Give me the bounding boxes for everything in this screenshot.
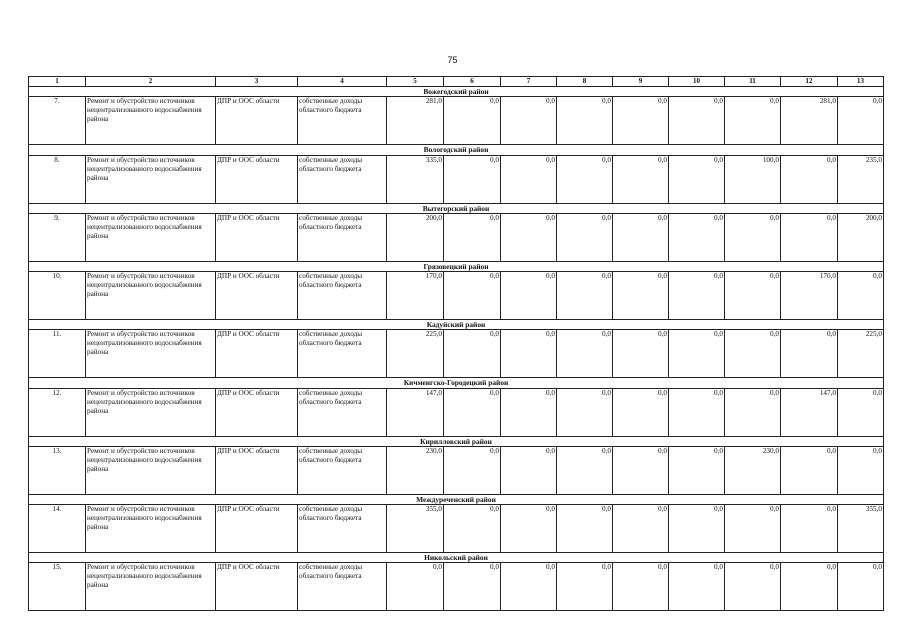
value-cell: 0,0: [669, 446, 725, 494]
column-header: 11: [725, 77, 781, 87]
column-header: 1: [29, 77, 86, 87]
column-header: 4: [298, 77, 387, 87]
district-name: Междуреченский район: [29, 494, 884, 504]
funding-source: собственные доходы областного бюджета: [298, 155, 387, 203]
value-cell: 0,0: [557, 97, 613, 145]
value-cell: 0,0: [444, 97, 501, 145]
value-cell: 281,0: [387, 97, 444, 145]
table-row: [29, 505, 884, 553]
value-cell: 0,0: [725, 97, 781, 145]
value-cell: 0,0: [613, 563, 669, 611]
value-cell: 0,0: [838, 563, 884, 611]
funding-source: собственные доходы областного бюджета: [298, 213, 387, 261]
page-number: 75: [447, 55, 458, 65]
row-index: 10.: [29, 272, 86, 320]
column-header: 10: [669, 77, 725, 87]
funding-source: собственные доходы областного бюджета: [298, 505, 387, 553]
district-name: Кичменгско-Городецкий район: [29, 378, 884, 388]
value-cell: 0,0: [557, 446, 613, 494]
value-cell: 0,0: [725, 272, 781, 320]
executor: ДПР и ООС области: [216, 446, 298, 494]
district-header-row: [29, 87, 884, 97]
budget-table: [28, 76, 884, 611]
value-cell: 0,0: [669, 272, 725, 320]
value-cell: 0,0: [725, 563, 781, 611]
row-index: 13.: [29, 446, 86, 494]
column-header: 8: [557, 77, 613, 87]
measure-name: Ремонт и обустройство источников нецентрализованного водоснабжения района: [86, 563, 216, 611]
funding-source: собственные доходы областного бюджета: [298, 97, 387, 145]
value-cell: 0,0: [781, 330, 838, 378]
value-cell: 0,0: [781, 446, 838, 494]
value-cell: 225,0: [387, 330, 444, 378]
value-cell: 0,0: [613, 330, 669, 378]
value-cell: 147,0: [387, 388, 444, 436]
value-cell: 0,0: [444, 155, 501, 203]
value-cell: 0,0: [501, 388, 557, 436]
district-header-row: [29, 145, 884, 155]
value-cell: 200,0: [387, 213, 444, 261]
value-cell: 200,0: [838, 213, 884, 261]
value-cell: 0,0: [781, 505, 838, 553]
measure-name: Ремонт и обустройство источников нецентрализованного водоснабжения района: [86, 272, 216, 320]
value-cell: 0,0: [557, 563, 613, 611]
value-cell: 0,0: [444, 330, 501, 378]
column-header: 9: [613, 77, 669, 87]
value-cell: 0,0: [838, 446, 884, 494]
value-cell: 0,0: [501, 213, 557, 261]
value-cell: 147,0: [781, 388, 838, 436]
value-cell: 0,0: [444, 446, 501, 494]
row-index: 8.: [29, 155, 86, 203]
district-name: Кадуйский район: [29, 320, 884, 330]
value-cell: 0,0: [725, 213, 781, 261]
value-cell: 0,0: [613, 388, 669, 436]
column-header: 12: [781, 77, 838, 87]
measure-name: Ремонт и обустройство источников нецентрализованного водоснабжения района: [86, 388, 216, 436]
value-cell: 0,0: [669, 213, 725, 261]
column-header-row: [29, 77, 884, 87]
row-index: 11.: [29, 330, 86, 378]
value-cell: 0,0: [613, 505, 669, 553]
value-cell: 0,0: [444, 213, 501, 261]
column-header: 13: [838, 77, 884, 87]
value-cell: 0,0: [557, 330, 613, 378]
column-header: 3: [216, 77, 298, 87]
value-cell: 0,0: [725, 505, 781, 553]
executor: ДПР и ООС области: [216, 330, 298, 378]
district-name: Вожегодский район: [29, 87, 884, 97]
value-cell: 0,0: [557, 155, 613, 203]
district-name: Вологодский район: [29, 145, 884, 155]
value-cell: 0,0: [669, 97, 725, 145]
executor: ДПР и ООС области: [216, 155, 298, 203]
table-row: [29, 330, 884, 378]
table-row: [29, 213, 884, 261]
value-cell: 0,0: [557, 388, 613, 436]
value-cell: 0,0: [501, 330, 557, 378]
funding-source: собственные доходы областного бюджета: [298, 330, 387, 378]
value-cell: 355,0: [838, 505, 884, 553]
district-header-row: [29, 378, 884, 388]
value-cell: 0,0: [781, 213, 838, 261]
value-cell: 225,0: [838, 330, 884, 378]
value-cell: 0,0: [557, 505, 613, 553]
value-cell: 0,0: [838, 97, 884, 145]
value-cell: 170,0: [781, 272, 838, 320]
value-cell: 0,0: [669, 505, 725, 553]
value-cell: 0,0: [613, 272, 669, 320]
column-header: 7: [501, 77, 557, 87]
value-cell: 0,0: [444, 272, 501, 320]
value-cell: 235,0: [838, 155, 884, 203]
measure-name: Ремонт и обустройство источников нецентрализованного водоснабжения района: [86, 330, 216, 378]
executor: ДПР и ООС области: [216, 388, 298, 436]
value-cell: 0,0: [725, 388, 781, 436]
value-cell: 0,0: [725, 330, 781, 378]
table-row: [29, 155, 884, 203]
funding-source: собственные доходы областного бюджета: [298, 272, 387, 320]
row-index: 7.: [29, 97, 86, 145]
district-name: Никольский район: [29, 553, 884, 563]
value-cell: 0,0: [501, 97, 557, 145]
measure-name: Ремонт и обустройство источников нецентрализованного водоснабжения района: [86, 213, 216, 261]
value-cell: 0,0: [669, 388, 725, 436]
value-cell: 100,0: [725, 155, 781, 203]
value-cell: 0,0: [669, 155, 725, 203]
value-cell: 0,0: [501, 505, 557, 553]
value-cell: 0,0: [501, 155, 557, 203]
district-header-row: [29, 494, 884, 504]
funding-source: собственные доходы областного бюджета: [298, 388, 387, 436]
value-cell: 0,0: [501, 272, 557, 320]
district-header-row: [29, 261, 884, 271]
value-cell: 0,0: [557, 213, 613, 261]
value-cell: 0,0: [781, 155, 838, 203]
value-cell: 0,0: [501, 446, 557, 494]
value-cell: 230,0: [725, 446, 781, 494]
value-cell: 355,0: [387, 505, 444, 553]
measure-name: Ремонт и обустройство источников нецентрализованного водоснабжения района: [86, 505, 216, 553]
value-cell: 0,0: [387, 563, 444, 611]
district-header-row: [29, 320, 884, 330]
row-index: 9.: [29, 213, 86, 261]
district-header-row: [29, 436, 884, 446]
executor: ДПР и ООС области: [216, 213, 298, 261]
district-header-row: [29, 203, 884, 213]
value-cell: 0,0: [781, 563, 838, 611]
table-row: [29, 563, 884, 611]
value-cell: 0,0: [613, 446, 669, 494]
value-cell: 0,0: [444, 388, 501, 436]
value-cell: 281,0: [781, 97, 838, 145]
value-cell: 0,0: [613, 213, 669, 261]
value-cell: 0,0: [669, 563, 725, 611]
district-name: Грязовецкий район: [29, 261, 884, 271]
column-header: 6: [444, 77, 501, 87]
table-row: [29, 446, 884, 494]
table-row: [29, 97, 884, 145]
row-index: 15.: [29, 563, 86, 611]
measure-name: Ремонт и обустройство источников нецентрализованного водоснабжения района: [86, 446, 216, 494]
column-header: 5: [387, 77, 444, 87]
executor: ДПР и ООС области: [216, 563, 298, 611]
measure-name: Ремонт и обустройство источников нецентрализованного водоснабжения района: [86, 155, 216, 203]
executor: ДПР и ООС области: [216, 272, 298, 320]
district-name: Вытегорский район: [29, 203, 884, 213]
funding-source: собственные доходы областного бюджета: [298, 446, 387, 494]
row-index: 12.: [29, 388, 86, 436]
value-cell: 0,0: [557, 272, 613, 320]
table-row: [29, 388, 884, 436]
measure-name: Ремонт и обустройство источников нецентрализованного водоснабжения района: [86, 97, 216, 145]
row-index: 14.: [29, 505, 86, 553]
value-cell: 0,0: [501, 563, 557, 611]
value-cell: 0,0: [838, 388, 884, 436]
value-cell: 335,0: [387, 155, 444, 203]
value-cell: 170,0: [387, 272, 444, 320]
district-name: Кирилловский район: [29, 436, 884, 446]
value-cell: 230,0: [387, 446, 444, 494]
value-cell: 0,0: [838, 272, 884, 320]
column-header: 2: [86, 77, 216, 87]
value-cell: 0,0: [613, 155, 669, 203]
value-cell: 0,0: [613, 97, 669, 145]
funding-source: собственные доходы областного бюджета: [298, 563, 387, 611]
table-row: [29, 272, 884, 320]
value-cell: 0,0: [444, 505, 501, 553]
value-cell: 0,0: [444, 563, 501, 611]
district-header-row: [29, 553, 884, 563]
value-cell: 0,0: [669, 330, 725, 378]
executor: ДПР и ООС области: [216, 97, 298, 145]
executor: ДПР и ООС области: [216, 505, 298, 553]
